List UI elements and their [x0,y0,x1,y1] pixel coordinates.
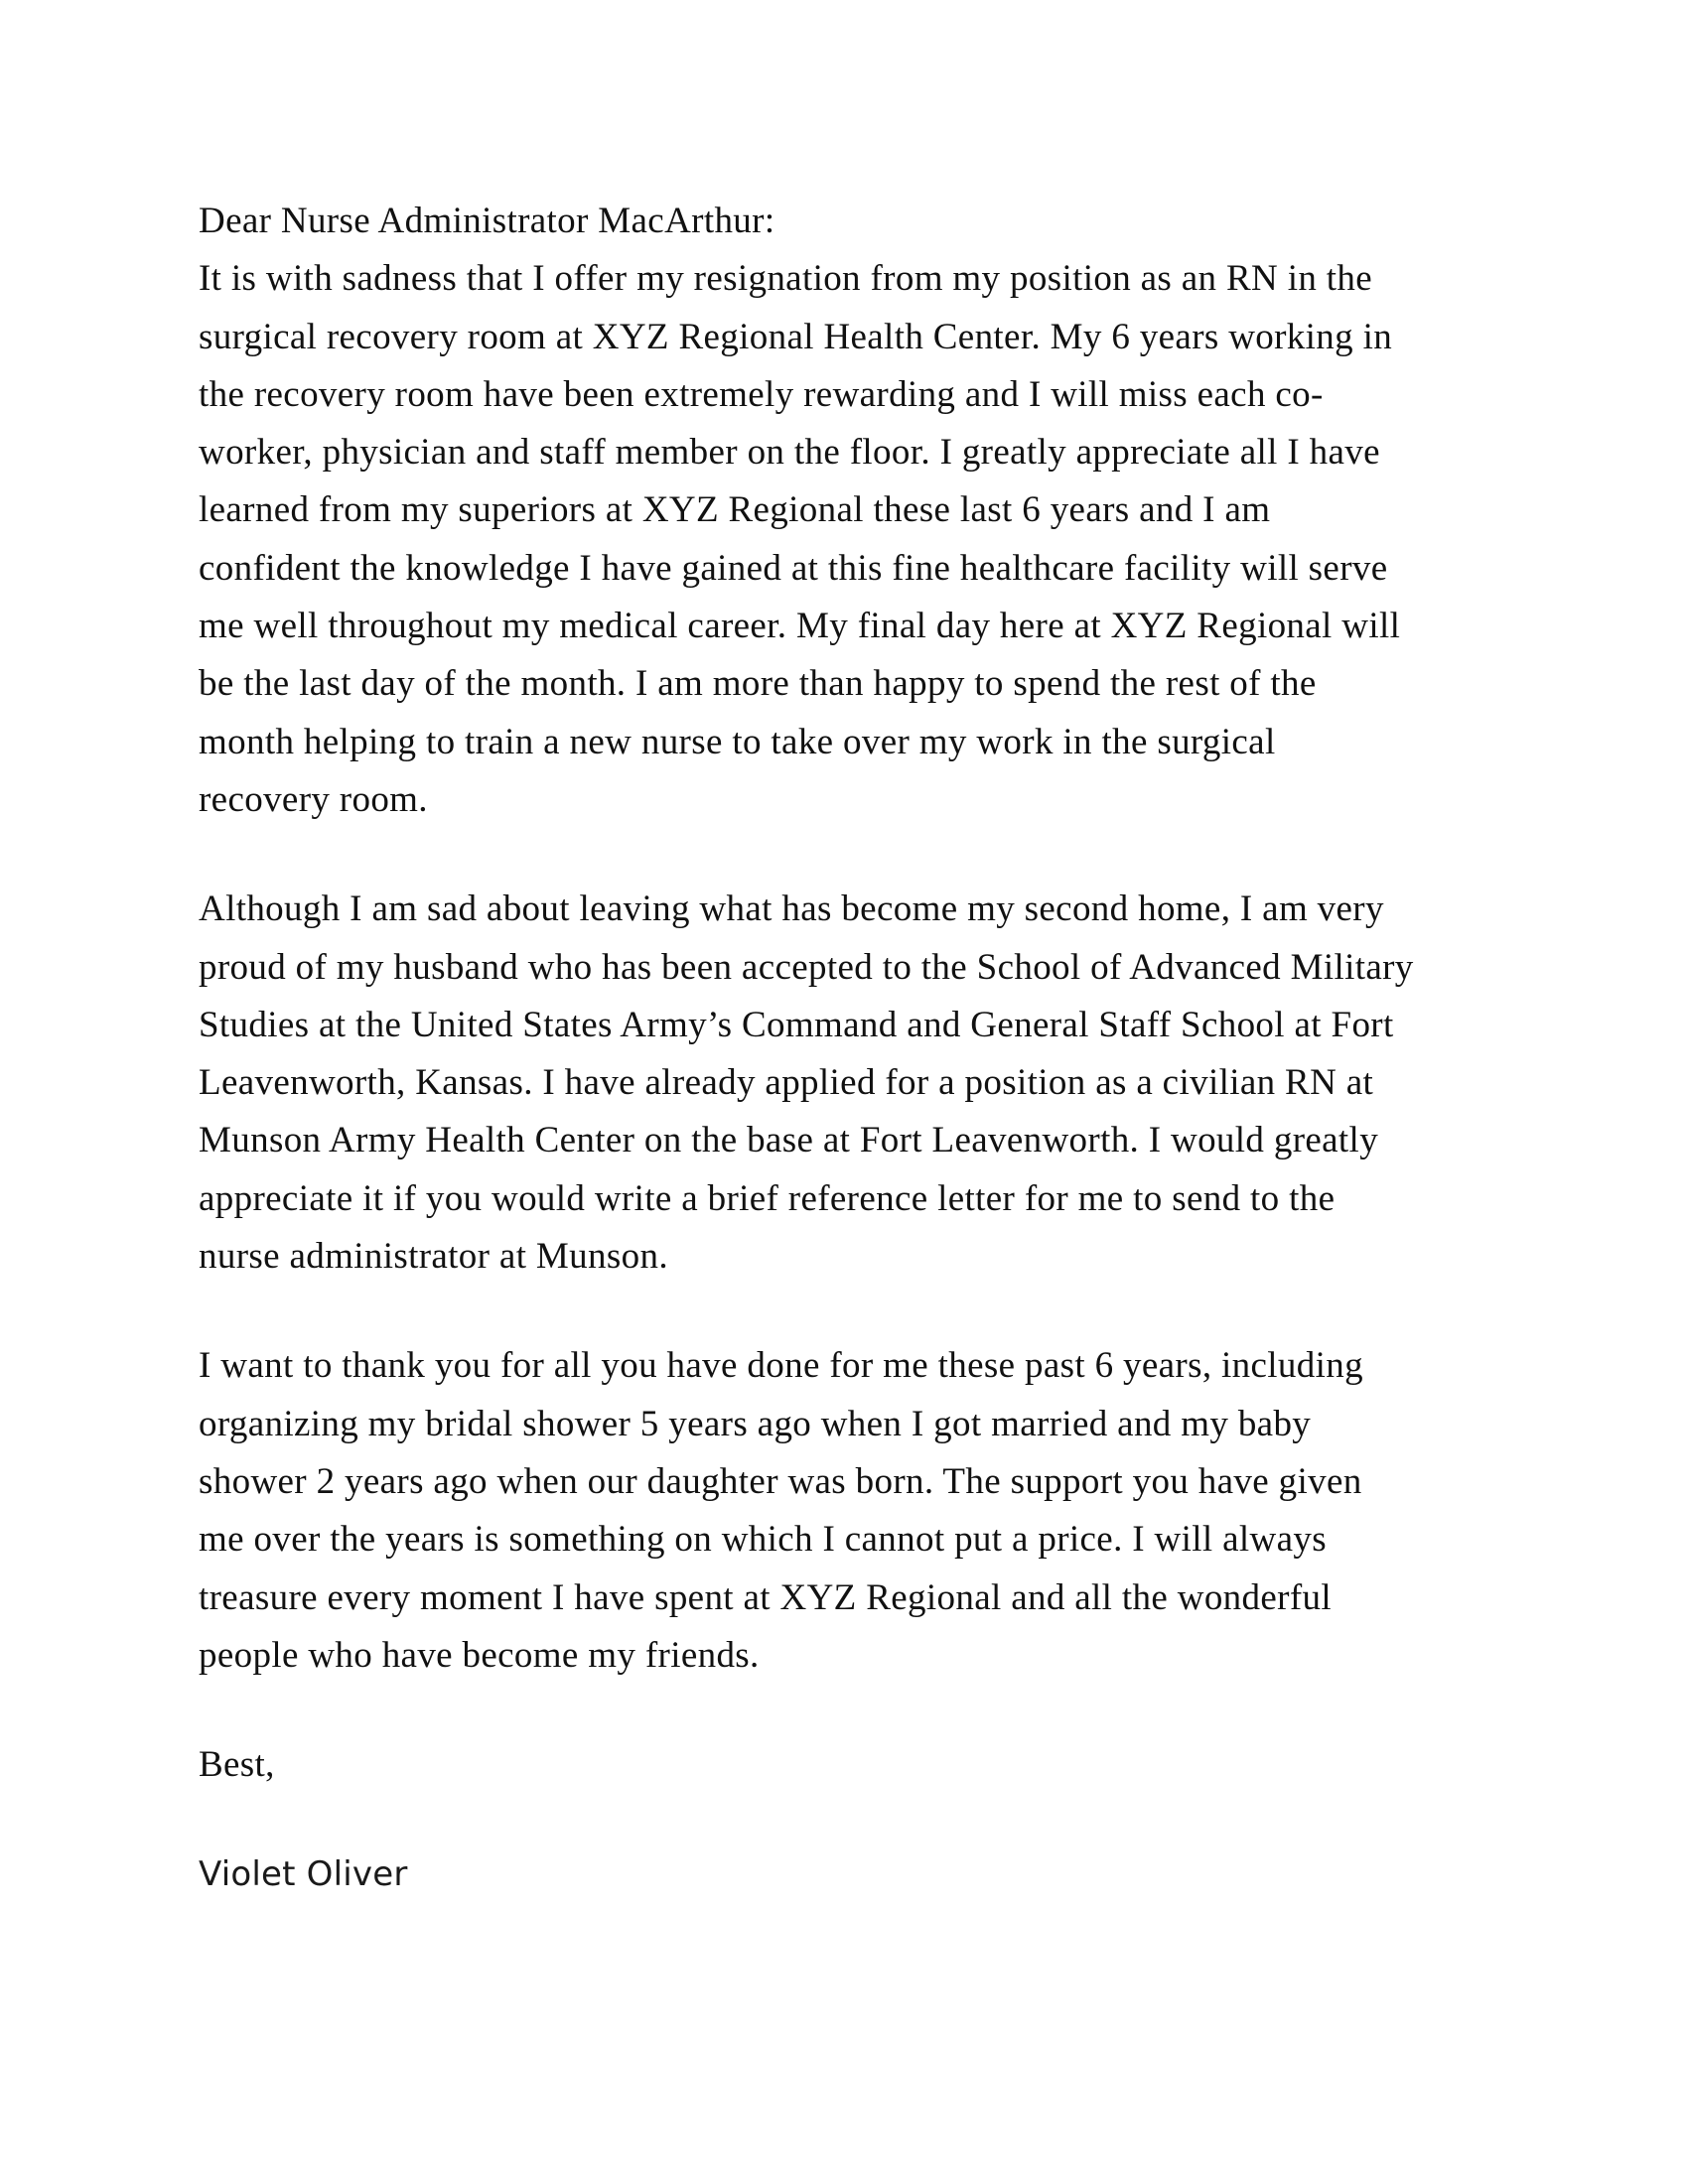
paragraph-line: people who have become my friends. [199,1634,760,1676]
paragraph-line: Although I am sad about leaving what has become my second home, I am very [199,888,1384,930]
paragraph-line: Studies at the United States Army’s Command and General Staff School at Fort [199,1004,1394,1045]
paragraph-line: surgical recovery room at XYZ Regional Health Center. My 6 years working in [199,316,1393,357]
paragraph-line: It is with sadness that I offer my resignation from my position as an RN in the [199,258,1373,300]
paragraph-line: the recovery room have been extremely rewarding and I will miss each co- [199,373,1324,415]
paragraph-line: organizing my bridal shower 5 years ago when I got married and my baby [199,1403,1312,1444]
paragraph-2 [199,881,1489,1286]
paragraph-3 [199,1337,1489,1685]
paragraph-line: month helping to train a new nurse to take over my work in the surgical [199,721,1276,762]
paragraph-line: me over the years is something on which I cannot put a price. I will always [199,1519,1327,1561]
paragraph-line: Leavenworth, Kansas. I have already applied for a position as a civilian RN at [199,1062,1374,1104]
paragraph-line: be the last day of the month. I am more than happy to spend the rest of the [199,663,1317,705]
paragraph-line: I want to thank you for all you have done for me these past 6 years, including [199,1345,1363,1387]
signature: Violet Oliver [199,1854,408,1895]
paragraph-line: me well throughout my medical career. My final day here at XYZ Regional will [199,606,1401,647]
paragraph-line: Munson Army Health Center on the base at Fort Leavenworth. I would greatly [199,1120,1379,1161]
paragraph-line: treasure every moment I have spent at XYZ Regional and all the wonderful [199,1576,1332,1618]
paragraph-line: proud of my husband who has been accepted to the School of Advanced Military [199,946,1414,988]
paragraph-1 [199,250,1489,829]
salutation: Dear Nurse Administrator MacArthur: [199,201,775,241]
paragraph-line: shower 2 years ago when our daughter was born. The support you have given [199,1460,1362,1502]
closing: Best, [199,1744,275,1786]
paragraph-line: nurse administrator at Munson. [199,1236,668,1278]
paragraph-line: worker, physician and staff member on the floor. I greatly appreciate all I have [199,432,1380,474]
paragraph-line: confident the knowledge I have gained at this fine healthcare facility will serve [199,547,1388,589]
paragraph-line: learned from my superiors at XYZ Regional these last 6 years and I am [199,489,1271,531]
paragraph-line: appreciate it if you would write a brief reference letter for me to send to the [199,1177,1336,1219]
resignation-letter [199,193,1489,1904]
paragraph-line: recovery room. [199,778,428,820]
